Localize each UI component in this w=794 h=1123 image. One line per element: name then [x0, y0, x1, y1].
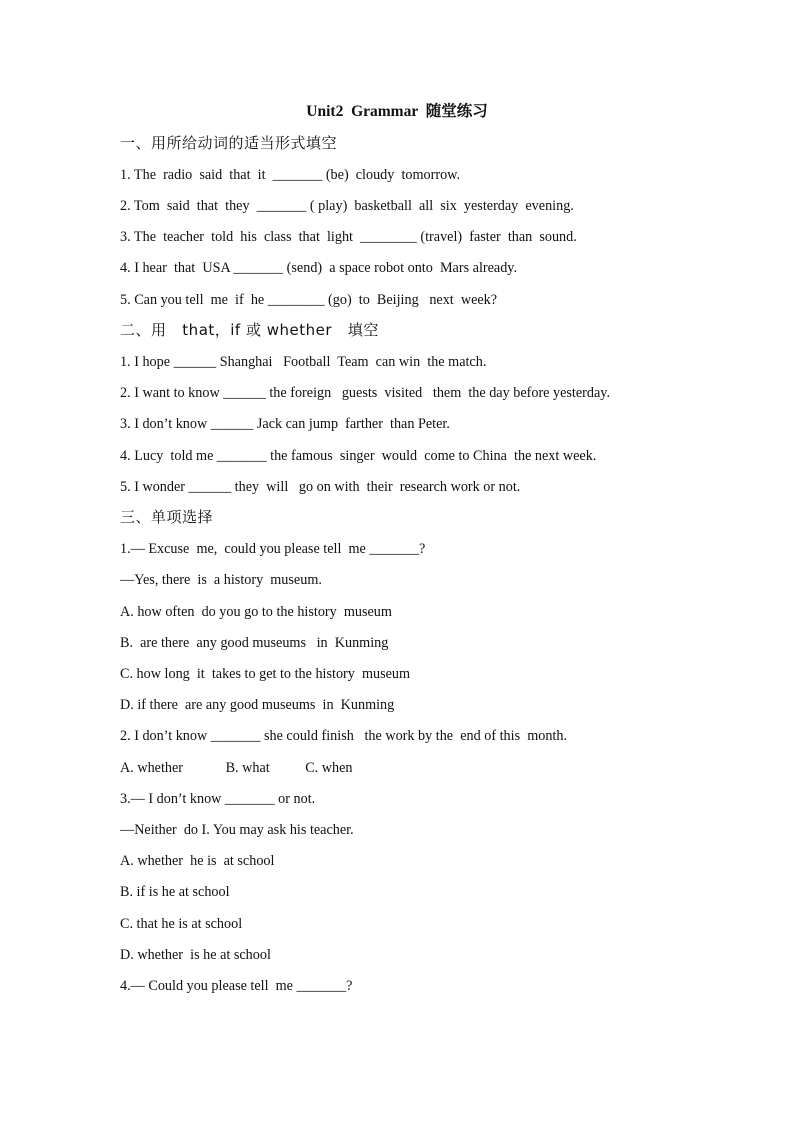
section-2-question-1: 1. I hope ______ Shanghai Football Team can win the match.	[120, 354, 487, 370]
section-3-q3-stem: 3.— I don’t know _______ or not.	[120, 791, 316, 807]
section-1-question-3: 3. The teacher told his class that light ________ (travel) faster than sound.	[120, 229, 577, 245]
section-1-question-2: 2. Tom said that they _______ ( play) basketball all six yesterday evening.	[120, 198, 574, 214]
section-1-question-1: 1. The radio said that it _______ (be) cloudy tomorrow.	[120, 167, 461, 183]
section-3-q3-option-c: C. that he is at school	[120, 916, 243, 932]
section-3-q1-stem: 1.— Excuse me, could you please tell me _______?	[120, 541, 426, 557]
section-1-question-4: 4. I hear that USA _______ (send) a space robot onto Mars already.	[120, 260, 518, 276]
section-1-heading: 一、用所给动词的适当形式填空	[120, 134, 338, 152]
section-2-question-3: 3. I don’t know ______ Jack can jump farther than Peter.	[120, 416, 450, 432]
section-3-q3-option-d: D. whether is he at school	[120, 947, 271, 963]
section-3-q2-options: A. whether B. what C. when	[120, 760, 353, 776]
section-3-heading: 三、单项选择	[120, 508, 214, 526]
section-3-q3-option-b: B. if is he at school	[120, 884, 230, 900]
section-2-question-5: 5. I wonder ______ they will go on with their research work or not.	[120, 479, 521, 495]
section-3-q1-option-c: C. how long it takes to get to the history museum	[120, 666, 411, 682]
section-3-q1-option-a: A. how often do you go to the history museum	[120, 604, 392, 620]
section-3-q1-option-d: D. if there are any good museums in Kunming	[120, 697, 395, 713]
section-1-question-5: 5. Can you tell me if he ________ (go) to Beijing next week?	[120, 292, 498, 308]
page-title: Unit2 Grammar 随堂练习	[306, 103, 488, 120]
section-2-question-4: 4. Lucy told me _______ the famous singer would come to China the next week.	[120, 448, 597, 464]
section-3-q4-stem: 4.— Could you please tell me _______?	[120, 978, 353, 994]
section-3-q3-option-a: A. whether he is at school	[120, 853, 275, 869]
section-2-question-2: 2. I want to know ______ the foreign guests visited them the day before yesterday.	[120, 385, 611, 401]
section-3-q2-stem: 2. I don’t know _______ she could finish the work by the end of this month.	[120, 728, 567, 744]
section-3-q1-option-b: B. are there any good museums in Kunming	[120, 635, 389, 651]
section-3-q3-response: —Neither do I. You may ask his teacher.	[120, 822, 354, 838]
section-2-heading: 二、用 that，if 或 whether 填空	[120, 321, 379, 339]
section-3-q1-response: —Yes, there is a history museum.	[120, 572, 322, 588]
